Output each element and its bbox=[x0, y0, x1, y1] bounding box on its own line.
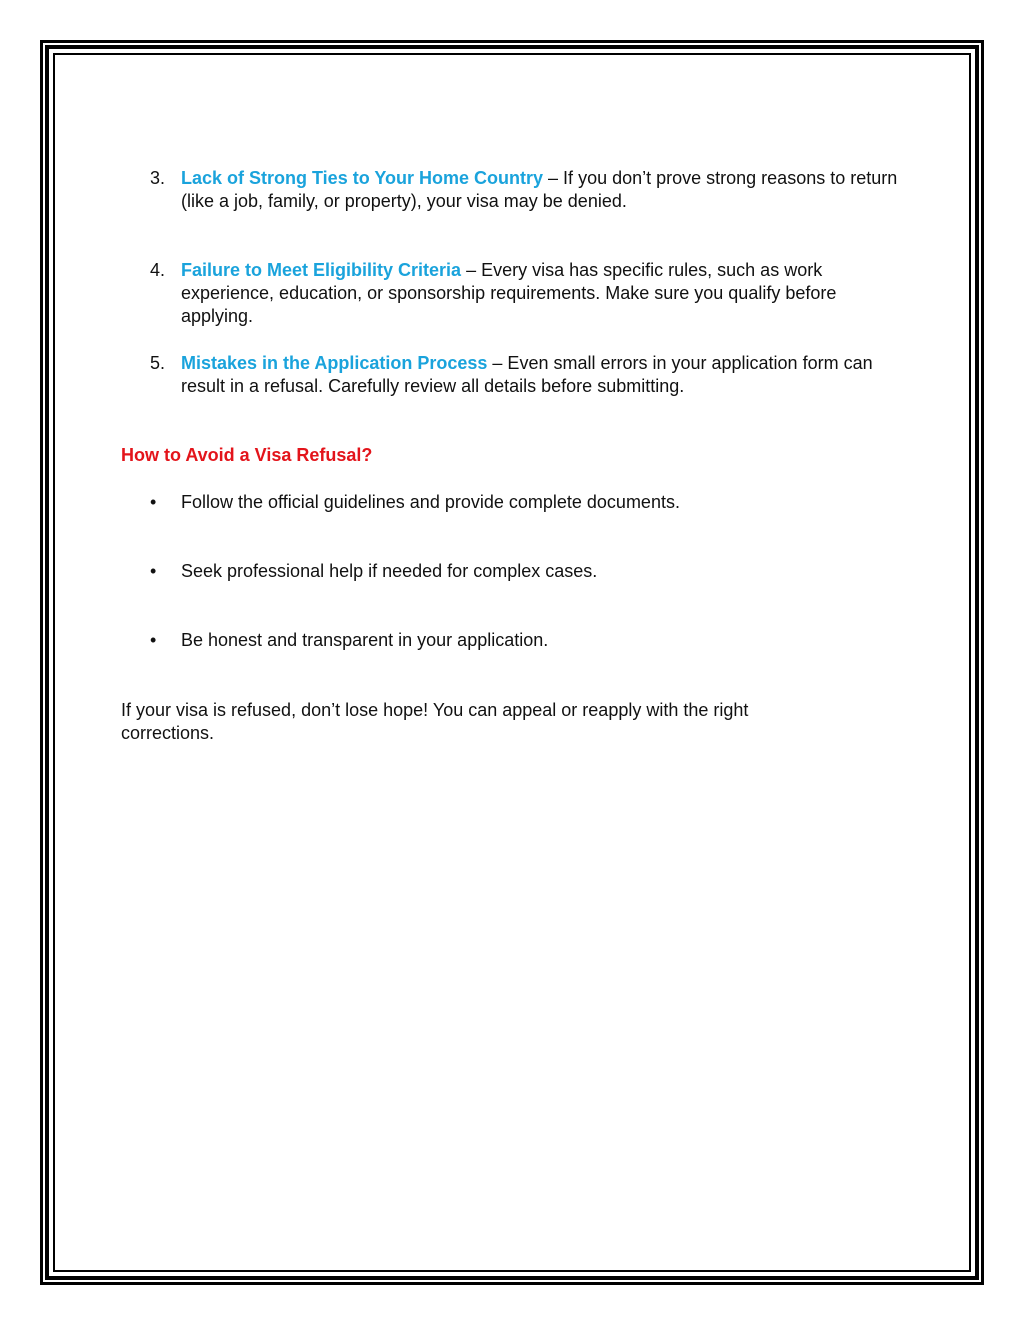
reason-body bbox=[181, 167, 910, 213]
reason-number: 5. bbox=[150, 353, 166, 373]
bullet-item bbox=[150, 560, 910, 583]
section-heading: How to Avoid a Visa Refusal? bbox=[121, 445, 373, 465]
reason-number: 4. bbox=[150, 260, 166, 280]
reason-title: Failure to Meet Eligibility Criteria bbox=[181, 260, 462, 280]
reason-text: – Every visa has specific rules, such as work experience, education, or sponsorship requirements. Make sure you qualify before applying. bbox=[181, 260, 837, 326]
reason-number: 3. bbox=[150, 168, 166, 188]
reason-body bbox=[181, 352, 910, 398]
bullet-text: Seek professional help if needed for complex cases. bbox=[181, 561, 598, 581]
reason-text: – If you don’t prove strong reasons to return (like a job, family, or property), your visa may be denied. bbox=[181, 168, 898, 211]
reason-body bbox=[181, 259, 910, 328]
bullet-item bbox=[150, 629, 910, 652]
bullet-text: Follow the official guidelines and provide complete documents. bbox=[181, 492, 680, 512]
reason-item-3 bbox=[150, 167, 910, 213]
closing-paragraph: If your visa is refused, don’t lose hope! You can appeal or reapply with the right corrections. bbox=[121, 700, 749, 743]
bullet-icon: • bbox=[150, 561, 157, 581]
reason-title: Lack of Strong Ties to Your Home Country bbox=[181, 168, 544, 188]
bullet-icon: • bbox=[150, 492, 157, 512]
bullet-item bbox=[150, 491, 910, 514]
reason-item-5 bbox=[150, 352, 910, 398]
bullet-text: Be honest and transparent in your application. bbox=[181, 630, 549, 650]
reason-item-4 bbox=[150, 259, 910, 328]
bullet-icon: • bbox=[150, 630, 157, 650]
reason-text: – Even small errors in your application form can result in a refusal. Carefully review all details before submitting. bbox=[181, 353, 873, 396]
reason-title: Mistakes in the Application Process bbox=[181, 353, 488, 373]
